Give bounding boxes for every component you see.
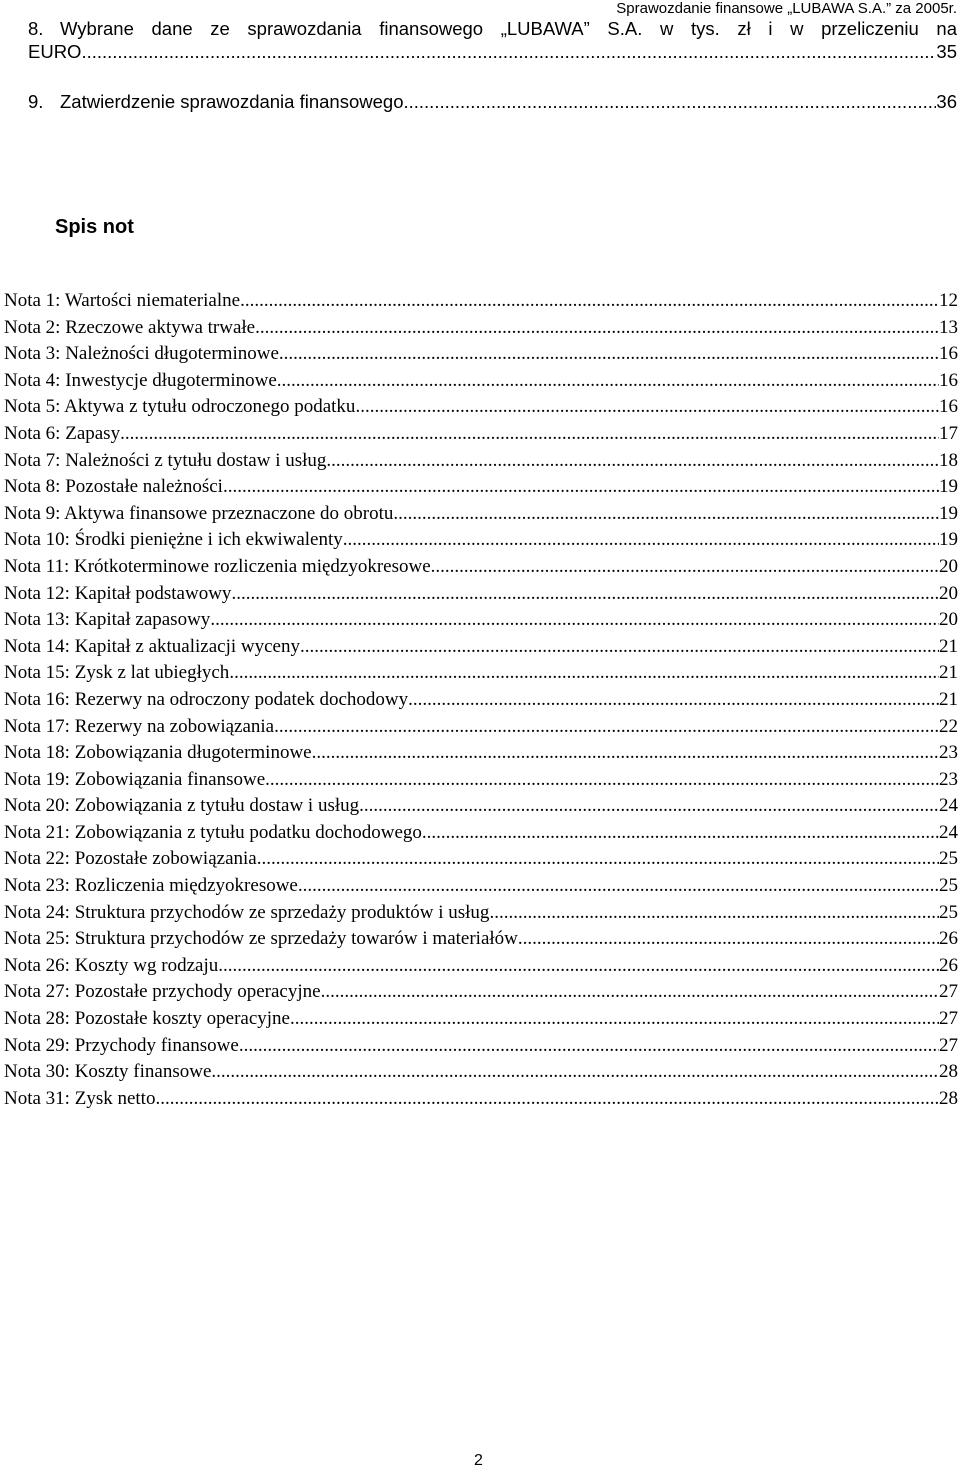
list-item[interactable] — [4, 607, 958, 634]
note-label: Nota 4: Inwestycje długoterminowe — [4, 369, 277, 391]
note-page: 25 — [939, 901, 958, 923]
note-page: 28 — [939, 1087, 958, 1109]
note-label: Nota 7: Należności z tytułu dostaw i usług — [4, 449, 327, 471]
toc-item-number: 8. — [28, 18, 44, 39]
list-item[interactable] — [4, 448, 958, 475]
note-page: 20 — [939, 555, 958, 577]
list-item[interactable] — [4, 634, 958, 661]
note-label: Nota 18: Zobowiązania długoterminowe — [4, 742, 312, 764]
toc-leader-dots — [265, 767, 939, 794]
note-label: Nota 10: Środki pieniężne i ich ekwiwalenty — [4, 529, 343, 551]
note-page: 21 — [939, 662, 958, 684]
toc-leader-dots — [231, 581, 939, 608]
list-item[interactable] — [4, 394, 958, 421]
list-item[interactable] — [4, 421, 958, 448]
note-label: Nota 29: Przychody finansowe — [4, 1034, 239, 1056]
page-header: Sprawozdanie finansowe „LUBAWA S.A.” za 2005r. — [616, 0, 957, 17]
note-page: 16 — [939, 396, 958, 418]
note-page: 21 — [939, 688, 958, 710]
list-item[interactable] — [4, 900, 958, 927]
toc-leader-dots — [422, 820, 939, 847]
toc-leader-dots — [431, 554, 939, 581]
note-label: Nota 31: Zysk netto — [4, 1087, 156, 1109]
toc-leader-dots — [518, 926, 939, 953]
note-label: Nota 2: Rzeczowe aktywa trwałe — [4, 316, 256, 338]
note-page: 27 — [939, 1008, 958, 1030]
list-item[interactable] — [4, 341, 958, 368]
toc-item-8[interactable] — [28, 17, 957, 63]
note-page: 13 — [939, 316, 958, 338]
list-item[interactable] — [4, 501, 958, 528]
note-page: 21 — [939, 635, 958, 657]
note-page: 27 — [939, 981, 958, 1003]
note-page: 18 — [939, 449, 958, 471]
note-label: Nota 1: Wartości niematerialne — [4, 290, 241, 311]
list-item[interactable] — [4, 846, 958, 873]
page-number: 2 — [474, 1452, 483, 1469]
note-label: Nota 15: Zysk z lat ubiegłych — [4, 662, 230, 684]
note-page: 19 — [939, 476, 958, 498]
list-item[interactable] — [4, 527, 958, 554]
note-page: 27 — [939, 1034, 958, 1056]
toc-leader-dots — [312, 740, 939, 767]
note-label: Nota 21: Zobowiązania z tytułu podatku dochodowego — [4, 821, 422, 843]
toc-leader-dots — [321, 979, 939, 1006]
notes-list — [4, 288, 958, 1112]
toc-leader-dots — [210, 607, 939, 634]
toc-leader-dots — [120, 421, 939, 448]
toc-leader-dots — [81, 40, 936, 63]
toc-leader-dots — [279, 341, 939, 368]
list-item[interactable] — [4, 979, 958, 1006]
note-label: Nota 11: Krótkoterminowe rozliczenia międzyokresowe — [4, 555, 431, 577]
note-page: 23 — [939, 742, 958, 764]
list-item[interactable] — [4, 873, 958, 900]
note-page: 26 — [939, 954, 958, 976]
note-label: Nota 23: Rozliczenia międzyokresowe — [4, 875, 298, 897]
note-page: 24 — [939, 795, 958, 817]
toc-item-label: Zatwierdzenie sprawozdania finansowego — [60, 91, 404, 112]
list-item[interactable] — [4, 714, 958, 741]
note-label: Nota 24: Struktura przychodów ze sprzedaży produktów i usług — [4, 901, 490, 923]
toc-leader-dots — [290, 1006, 939, 1033]
toc-leader-dots — [223, 474, 939, 501]
toc-item-page: 35 — [936, 41, 957, 62]
note-label: Nota 20: Zobowiązania z tytułu dostaw i usług — [4, 795, 360, 817]
note-label: Nota 9: Aktywa finansowe przeznaczone do obrotu — [4, 502, 394, 524]
toc-leader-dots — [300, 634, 939, 661]
note-page: 23 — [939, 768, 958, 790]
list-item[interactable] — [4, 315, 958, 342]
note-label: Nota 22: Pozostałe zobowiązania — [4, 848, 257, 870]
note-label: Nota 19: Zobowiązania finansowe — [4, 768, 266, 790]
note-label: Nota 6: Zapasy — [4, 422, 121, 444]
note-page: 16 — [939, 369, 958, 391]
note-page: 20 — [939, 609, 958, 631]
list-item[interactable] — [4, 660, 958, 687]
note-page: 24 — [939, 821, 958, 843]
toc-item-9[interactable] — [28, 90, 957, 113]
toc-leader-dots — [229, 660, 939, 687]
list-item[interactable] — [4, 1059, 958, 1086]
toc-leader-dots — [257, 846, 939, 873]
list-item[interactable] — [4, 926, 958, 953]
list-item[interactable] — [4, 474, 958, 501]
note-label: Nota 5: Aktywa z tytułu odroczonego podatku — [4, 396, 356, 418]
list-item[interactable] — [4, 368, 958, 395]
toc-leader-dots — [239, 1033, 939, 1060]
list-item[interactable] — [4, 554, 958, 581]
list-item[interactable] — [4, 581, 958, 608]
list-item[interactable] — [4, 1086, 958, 1113]
note-page: 25 — [939, 875, 958, 897]
list-item[interactable] — [4, 953, 958, 980]
note-label: Nota 16: Rezerwy na odroczony podatek dochodowy — [4, 688, 409, 710]
note-label: Nota 28: Pozostałe koszty operacyjne — [4, 1008, 290, 1030]
toc-leader-dots — [240, 288, 939, 315]
note-page: 19 — [939, 502, 958, 524]
note-page: 20 — [939, 582, 958, 604]
list-item[interactable] — [4, 767, 958, 794]
note-label: Nota 8: Pozostałe należności — [4, 476, 223, 498]
toc-leader-dots — [277, 368, 939, 395]
note-page: 19 — [939, 529, 958, 551]
note-label: Nota 14: Kapitał z aktualizacji wyceny — [4, 635, 300, 657]
list-item[interactable] — [4, 1033, 958, 1060]
toc-leader-dots — [218, 953, 939, 980]
toc-leader-dots — [359, 793, 939, 820]
note-page: 28 — [939, 1061, 958, 1083]
note-label: Nota 17: Rezerwy na zobowiązania — [4, 715, 275, 737]
note-label: Nota 27: Pozostałe przychody operacyjne — [4, 981, 321, 1003]
toc-item-page: 36 — [936, 91, 957, 112]
toc-leader-dots — [403, 90, 936, 113]
toc-leader-dots — [255, 315, 939, 342]
note-page: 12 — [939, 290, 958, 311]
note-page: 22 — [939, 715, 958, 737]
list-item[interactable] — [4, 820, 958, 847]
toc-leader-dots — [393, 501, 939, 528]
toc-leader-dots — [155, 1086, 939, 1113]
note-label: Nota 26: Koszty wg rodzaju — [4, 954, 219, 976]
toc-leader-dots — [408, 687, 939, 714]
note-label: Nota 3: Należności długoterminowe — [4, 343, 279, 365]
list-item[interactable] — [4, 793, 958, 820]
toc-leader-dots — [489, 900, 939, 927]
note-label: Nota 13: Kapitał zapasowy — [4, 609, 211, 631]
note-page: 25 — [939, 848, 958, 870]
toc-leader-dots — [298, 873, 939, 900]
note-label: Nota 30: Koszty finansowe — [4, 1061, 212, 1083]
list-item[interactable] — [4, 687, 958, 714]
list-item[interactable] — [4, 1006, 958, 1033]
toc-leader-dots — [355, 394, 939, 421]
section-title: Spis not — [55, 216, 134, 238]
toc-leader-dots — [326, 448, 939, 475]
toc-leader-dots — [211, 1059, 939, 1086]
toc-item-label-continuation: EURO — [28, 41, 82, 62]
note-label: Nota 25: Struktura przychodów ze sprzedaży towarów i materiałów — [4, 928, 518, 950]
note-label: Nota 12: Kapitał podstawowy — [4, 582, 232, 604]
toc-leader-dots — [343, 527, 939, 554]
note-page: 17 — [939, 422, 958, 444]
toc-leader-dots — [274, 714, 939, 741]
toc-item-number: 9. — [28, 91, 44, 112]
note-page: 16 — [939, 343, 958, 365]
toc-item-label: Wybrane dane ze sprawozdania finansowego „LUBAWA” S.A. w tys. zł i w przeliczeniu na — [60, 18, 957, 39]
list-item[interactable] — [4, 288, 958, 315]
list-item[interactable] — [4, 740, 958, 767]
note-page: 26 — [939, 928, 958, 950]
